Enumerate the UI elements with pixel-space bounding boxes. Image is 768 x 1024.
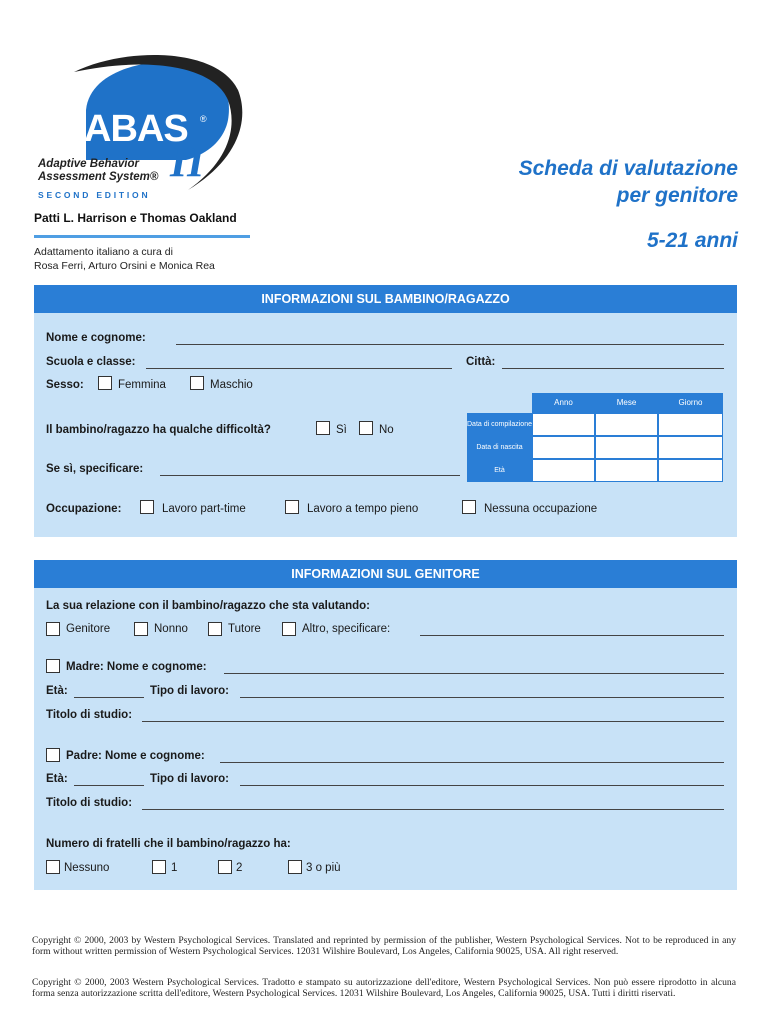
siblings-none-label: Nessuno bbox=[64, 862, 110, 874]
mother-age-field[interactable] bbox=[74, 697, 144, 698]
age-day-cell[interactable] bbox=[658, 459, 723, 482]
compilation-day-cell[interactable] bbox=[658, 413, 723, 436]
siblings-question: Numero di fratelli che il bambino/ragazzo ha: bbox=[46, 838, 291, 850]
occupation-fulltime-checkbox[interactable] bbox=[285, 500, 299, 514]
date-grid-row-birth: Data di nascita bbox=[467, 436, 532, 459]
sex-male-checkbox[interactable] bbox=[190, 376, 204, 390]
mother-job-field[interactable] bbox=[240, 697, 724, 698]
mother-education-label: Titolo di studio: bbox=[46, 709, 133, 721]
date-grid-col-month: Mese bbox=[595, 393, 658, 413]
child-info-panel bbox=[34, 285, 737, 537]
child-info-heading: INFORMAZIONI SUL BAMBINO/RAGAZZO bbox=[34, 285, 737, 313]
relation-guardian-checkbox[interactable] bbox=[208, 622, 222, 636]
logo-subtitle-line2: Assessment System® bbox=[38, 171, 159, 183]
father-age-field[interactable] bbox=[74, 785, 144, 786]
siblings-three-plus-label: 3 o più bbox=[306, 862, 341, 874]
city-field[interactable] bbox=[502, 368, 724, 369]
copyright-italian: Copyright © 2000, 2003 Western Psychological Services. Tradotto e stampato su autorizzazione dell'editore, Western Psychological Services. Non può essere riprodotto in alcuna forma senza autorizzazione scritta dell'editore, Western Psychological Services. 12031 Wilshire Boulevard, Los Angeles, California 90025, USA. Tutti i diritti riservati. bbox=[32, 977, 736, 1000]
sex-female-label: Femmina bbox=[118, 379, 166, 391]
date-grid-col-year: Anno bbox=[532, 393, 595, 413]
sex-male-label: Maschio bbox=[210, 379, 253, 391]
parent-info-heading: INFORMAZIONI SUL GENITORE bbox=[34, 560, 737, 588]
adaptation-line2: Rosa Ferri, Arturo Orsini e Monica Rea bbox=[34, 260, 215, 272]
occupation-label: Occupazione: bbox=[46, 503, 122, 515]
relation-parent-checkbox[interactable] bbox=[46, 622, 60, 636]
relation-guardian-label: Tutore bbox=[228, 623, 261, 635]
birth-day-cell[interactable] bbox=[658, 436, 723, 459]
city-label: Città: bbox=[466, 356, 496, 368]
authors: Patti L. Harrison e Thomas Oakland bbox=[34, 211, 237, 225]
school-class-field[interactable] bbox=[146, 368, 452, 369]
birth-year-cell[interactable] bbox=[532, 436, 595, 459]
relation-parent-label: Genitore bbox=[66, 623, 111, 635]
father-age-label: Età: bbox=[46, 773, 68, 785]
difficulty-specify-field[interactable] bbox=[160, 475, 460, 476]
difficulty-yes-checkbox[interactable] bbox=[316, 421, 330, 435]
date-grid-row-compilation: Data di compilazione bbox=[467, 413, 532, 436]
logo-edition-label: SECOND EDITION bbox=[38, 190, 151, 200]
sex-label: Sesso: bbox=[46, 379, 84, 391]
logo-subtitle-line1: Adaptive Behavior bbox=[38, 158, 139, 170]
school-class-label: Scuola e classe: bbox=[46, 356, 136, 368]
logo-registered-mark: ® bbox=[200, 114, 207, 124]
difficulty-no-checkbox[interactable] bbox=[359, 421, 373, 435]
father-name-field[interactable] bbox=[220, 762, 724, 763]
father-name-label: Padre: Nome e cognome: bbox=[66, 750, 205, 762]
difficulty-yes-label: Sì bbox=[336, 424, 347, 436]
copyright-english: Copyright © 2000, 2003 by Western Psychological Services. Translated and reprinted by permission of the publisher, Western Psychological Services. Not to be reproduced in any form without written permission of Western Psychological Services. 12031 Wilshire Boulevard, Los Angeles, California 90025, USA. All right reserved. bbox=[32, 935, 736, 958]
mother-job-label: Tipo di lavoro: bbox=[150, 685, 230, 697]
occupation-none-label: Nessuna occupazione bbox=[484, 503, 598, 515]
difficulty-specify-label: Se sì, specificare: bbox=[46, 463, 144, 475]
relation-other-field[interactable] bbox=[420, 635, 724, 636]
compilation-month-cell[interactable] bbox=[595, 413, 658, 436]
form-title-line1: Scheda di valutazione bbox=[518, 157, 738, 180]
father-job-label: Tipo di lavoro: bbox=[150, 773, 230, 785]
logo-edition-numeral: II bbox=[170, 137, 205, 186]
form-title-line2: per genitore bbox=[616, 184, 738, 207]
mother-checkbox[interactable] bbox=[46, 659, 60, 673]
age-range: 5-21 anni bbox=[646, 229, 738, 252]
siblings-two-label: 2 bbox=[236, 862, 243, 874]
mother-name-label: Madre: Nome e cognome: bbox=[66, 661, 207, 673]
siblings-one-checkbox[interactable] bbox=[152, 860, 166, 874]
difficulty-no-label: No bbox=[379, 424, 394, 436]
relation-grandparent-checkbox[interactable] bbox=[134, 622, 148, 636]
authors-divider bbox=[34, 235, 250, 238]
difficulty-question: Il bambino/ragazzo ha qualche difficoltà? bbox=[46, 424, 271, 436]
relation-grandparent-label: Nonno bbox=[154, 623, 188, 635]
age-month-cell[interactable] bbox=[595, 459, 658, 482]
parent-info-panel bbox=[34, 560, 737, 890]
occupation-none-checkbox[interactable] bbox=[462, 500, 476, 514]
occupation-parttime-label: Lavoro part-time bbox=[162, 503, 246, 515]
siblings-none-checkbox[interactable] bbox=[46, 860, 60, 874]
father-job-field[interactable] bbox=[240, 785, 724, 786]
father-education-field[interactable] bbox=[142, 809, 724, 810]
child-name-field[interactable] bbox=[176, 344, 724, 345]
adaptation-line1: Adattamento italiano a cura di bbox=[34, 246, 173, 258]
logo-wordmark: ABAS bbox=[84, 108, 188, 150]
date-grid-row-age: Età bbox=[467, 459, 532, 482]
occupation-fulltime-label: Lavoro a tempo pieno bbox=[307, 503, 419, 515]
relation-question: La sua relazione con il bambino/ragazzo che sta valutando: bbox=[46, 600, 370, 612]
mother-age-label: Età: bbox=[46, 685, 68, 697]
sex-female-checkbox[interactable] bbox=[98, 376, 112, 390]
siblings-three-plus-checkbox[interactable] bbox=[288, 860, 302, 874]
occupation-parttime-checkbox[interactable] bbox=[140, 500, 154, 514]
siblings-two-checkbox[interactable] bbox=[218, 860, 232, 874]
father-checkbox[interactable] bbox=[46, 748, 60, 762]
father-education-label: Titolo di studio: bbox=[46, 797, 133, 809]
mother-education-field[interactable] bbox=[142, 721, 724, 722]
compilation-year-cell[interactable] bbox=[532, 413, 595, 436]
siblings-one-label: 1 bbox=[171, 862, 178, 874]
date-grid-col-day: Giorno bbox=[658, 393, 723, 413]
child-name-label: Nome e cognome: bbox=[46, 332, 146, 344]
relation-other-checkbox[interactable] bbox=[282, 622, 296, 636]
mother-name-field[interactable] bbox=[224, 673, 724, 674]
birth-month-cell[interactable] bbox=[595, 436, 658, 459]
relation-other-label: Altro, specificare: bbox=[302, 623, 391, 635]
age-year-cell[interactable] bbox=[532, 459, 595, 482]
